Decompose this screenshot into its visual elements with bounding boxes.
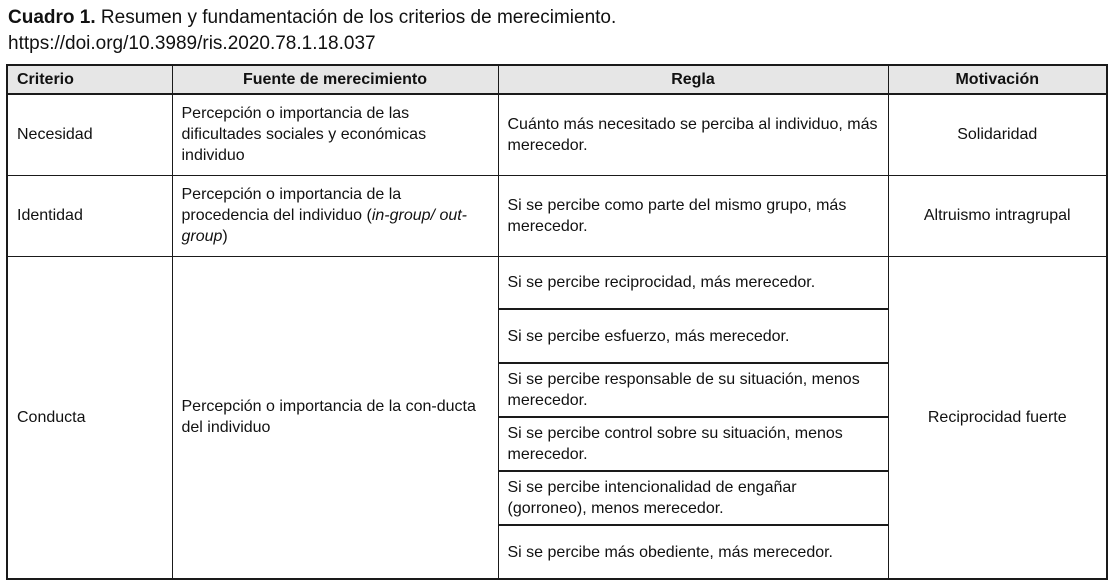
criteria-table	[6, 64, 1108, 580]
rule-stack	[499, 257, 888, 579]
rule-item: Si se percibe control sobre su situación, menos merecedor.	[499, 418, 888, 472]
figure-caption	[8, 5, 1108, 57]
header-regla: Regla	[498, 65, 888, 94]
caption-title: Resumen y fundamentación de los criterios de merecimiento.	[95, 7, 617, 28]
header-criterio: Criterio	[7, 65, 172, 94]
cell-criterio: Necesidad	[7, 94, 172, 175]
cell-motivacion: Solidaridad	[888, 94, 1107, 175]
caption-title-line	[8, 5, 1108, 31]
table-row	[7, 175, 1107, 256]
table-header-row	[7, 65, 1107, 94]
cell-criterio: Identidad	[7, 175, 172, 256]
rule-item: Si se percibe responsable de su situación, menos merecedor.	[499, 364, 888, 418]
cell-criterio: Conducta	[7, 256, 172, 579]
header-motivacion: Motivación	[888, 65, 1107, 94]
table-row	[7, 256, 1107, 579]
cell-regla-stack	[498, 256, 888, 579]
fuente-text: Percepción o importancia de la procedencia del individuo (	[181, 186, 402, 224]
cell-motivacion: Altruismo intragrupal	[888, 175, 1107, 256]
fuente-close: )	[222, 228, 228, 245]
cell-fuente: Percepción o importancia de la con-ducta del individuo	[172, 256, 498, 579]
caption-label: Cuadro 1.	[8, 7, 96, 28]
table-row	[7, 94, 1107, 175]
header-fuente: Fuente de merecimiento	[172, 65, 498, 94]
cell-regla: Cuánto más necesitado se perciba al individuo, más merecedor.	[498, 94, 888, 175]
rule-item: Si se percibe reciprocidad, más merecedor.	[499, 257, 888, 311]
rule-item: Si se percibe más obediente, más merecedor.	[507, 543, 833, 561]
rule-item: Si se percibe intencionalidad de engañar (gorroneo), menos merecedor.	[499, 472, 888, 526]
cell-motivacion: Reciprocidad fuerte	[888, 256, 1107, 579]
rule-item: Si se percibe esfuerzo, más merecedor.	[499, 310, 888, 364]
cell-regla: Si se percibe como parte del mismo grupo, más merecedor.	[498, 175, 888, 256]
caption-doi: https://doi.org/10.3989/ris.2020.78.1.18.037	[8, 33, 376, 54]
cell-fuente	[172, 175, 498, 256]
fuente-italic: in-group/ out-group	[181, 207, 468, 245]
cell-fuente: Percepción o importancia de las dificultades sociales y económicas individuo	[172, 94, 498, 175]
